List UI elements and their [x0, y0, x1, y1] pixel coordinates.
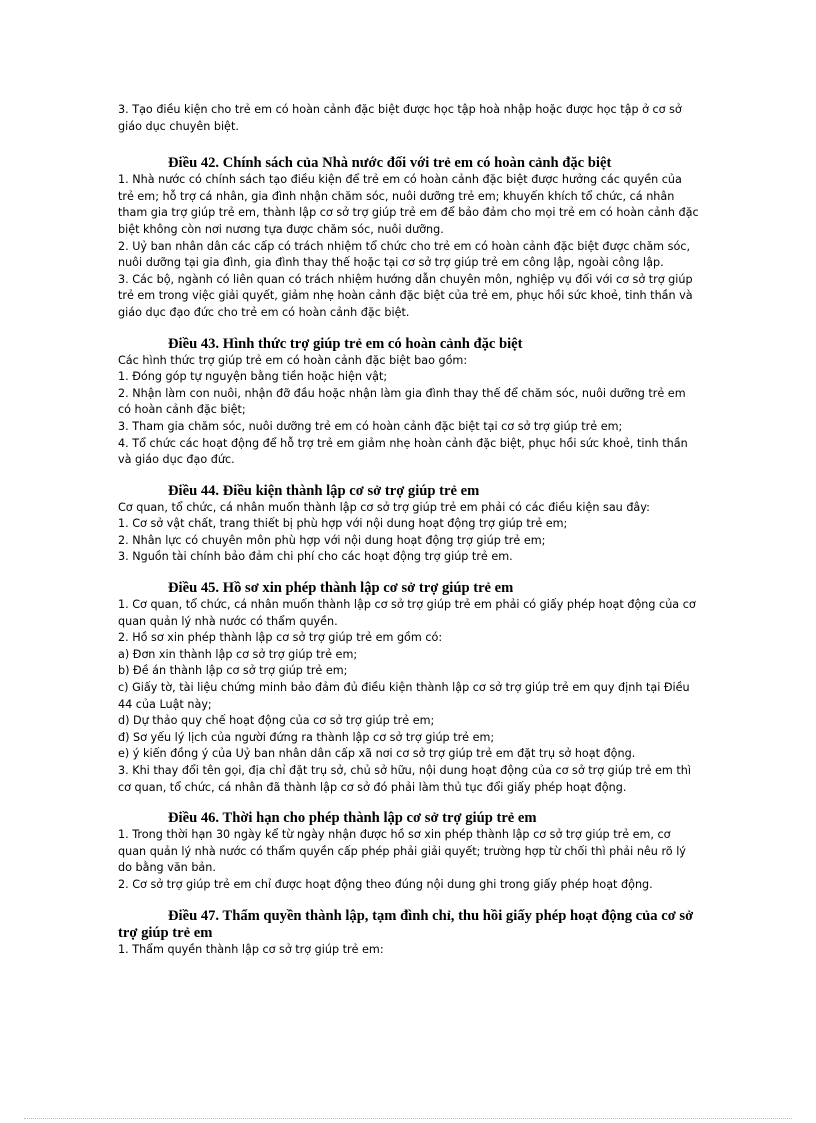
article-paragraph: 1. Trong thời hạn 30 ngày kể từ ngày nhận được hồ sơ xin phép thành lập cơ sở trợ giúp trẻ em, cơ quan quản lý nhà nước có thẩm quyền cấp phép phải giải quyết; trường hợp từ chối thì phải nêu rõ lý do bằng văn bản.	[118, 828, 686, 875]
article-heading: Điều 47. Thẩm quyền thành lập, tạm đình chỉ, thu hồi giấy phép hoạt động của cơ sở trợ giúp trẻ em	[118, 907, 694, 941]
article-heading: Điều 46. Thời hạn cho phép thành lập cơ sở trợ giúp trẻ em	[168, 810, 537, 827]
article-paragraph: đ) Sơ yếu lý lịch của người đứng ra thành lập cơ sở trợ giúp trẻ em;	[118, 730, 495, 744]
article-paragraph: 2. Nhận làm con nuôi, nhận đỡ đầu hoặc nhận làm gia đình thay thế để chăm sóc, nuôi dưỡng trẻ em có hoàn cảnh đặc biệt;	[118, 386, 686, 417]
article-paragraph: 2. Hồ sơ xin phép thành lập cơ sở trợ giúp trẻ em gồm có:	[118, 631, 443, 645]
article-paragraph: d) Dự thảo quy chế hoạt động của cơ sở trợ giúp trẻ em;	[118, 714, 435, 728]
article-paragraph: 1. Thẩm quyền thành lập cơ sở trợ giúp trẻ em:	[118, 942, 384, 956]
document-page	[118, 102, 700, 958]
article-paragraph: 2. Uỷ ban nhân dân các cấp có trách nhiệm tổ chức cho trẻ em có hoàn cảnh đặc biệt được chăm sóc, nuôi dưỡng tại gia đình, gia đình thay thế hoặc tại cơ sở trợ giúp trẻ em công lập, ngoài công lập.	[118, 239, 691, 270]
article-paragraph: 1. Cơ quan, tổ chức, cá nhân muốn thành lập cơ sở trợ giúp trẻ em phải có giấy phép hoạt động của cơ quan quản lý nhà nước có thẩm quyền.	[118, 598, 696, 628]
article-paragraph: Cơ quan, tổ chức, cá nhân muốn thành lập cơ sở trợ giúp trẻ em phải có các điều kiện sau đây:	[118, 500, 650, 514]
article-paragraph: 3. Nguồn tài chính bảo đảm chi phí cho các hoạt động trợ giúp trẻ em.	[118, 550, 513, 564]
article-paragraph: 1. Nhà nước có chính sách tạo điều kiện để trẻ em có hoàn cảnh đặc biệt được hưởng các quyền của trẻ em; hỗ trợ cá nhân, gia đình nhận chăm sóc, nuôi dưỡng trẻ em; khuyến khích tổ chức, cá nhân tham gia trợ giúp trẻ em, thành lập cơ sở trợ giúp trẻ em để bảo đảm cho mọi trẻ em có hoàn cảnh đặc biệt không còn nơi nương tựa được chăm sóc, nuôi dưỡng.	[118, 173, 699, 236]
article-44	[118, 483, 700, 566]
article-paragraph: 3. Các bộ, ngành có liên quan có trách nhiệm hướng dẫn chuyên môn, nghiệp vụ đối với cơ sở trợ giúp trẻ em trong việc giải quyết, giảm nhẹ hoàn cảnh đặc biệt của trẻ em, phục hồi sức khoẻ, tinh thần và giáo dục đạo đức cho trẻ em có hoàn cảnh đặc biệt.	[118, 272, 693, 319]
article-paragraph: b) Đề án thành lập cơ sở trợ giúp trẻ em;	[118, 664, 348, 678]
article-heading: Điều 45. Hồ sơ xin phép thành lập cơ sở trợ giúp trẻ em	[168, 580, 514, 597]
article-45	[118, 580, 700, 796]
article-paragraph: e) ý kiến đồng ý của Uỷ ban nhân dân cấp xã nơi cơ sở trợ giúp trẻ em đặt trụ sở hoạt động.	[118, 747, 636, 761]
article-paragraph: 1. Đóng góp tự nguyện bằng tiền hoặc hiện vật;	[118, 370, 388, 384]
article-paragraph: Các hình thức trợ giúp trẻ em có hoàn cảnh đặc biệt bao gồm:	[118, 353, 468, 367]
page-bottom-divider	[24, 1118, 792, 1119]
article-paragraph: a) Đơn xin thành lập cơ sở trợ giúp trẻ em;	[118, 647, 358, 661]
article-paragraph: c) Giấy tờ, tài liệu chứng minh bảo đảm đủ điều kiện thành lập cơ sở trợ giúp trẻ em quy định tại Điều 44 của Luật này;	[118, 681, 690, 711]
article-43	[118, 336, 700, 469]
article-paragraph: 3. Tham gia chăm sóc, nuôi dưỡng trẻ em có hoàn cảnh đặc biệt tại cơ sở trợ giúp trẻ em;	[118, 419, 623, 433]
article-46	[118, 810, 700, 893]
article-heading: Điều 42. Chính sách của Nhà nước đối với trẻ em có hoàn cảnh đặc biệt	[168, 155, 612, 172]
intro-paragraph: 3. Tạo điều kiện cho trẻ em có hoàn cảnh đặc biệt được học tập hoà nhập hoặc được học tập ở cơ sở giáo dục chuyên biệt.	[118, 103, 682, 133]
article-heading: Điều 43. Hình thức trợ giúp trẻ em có hoàn cảnh đặc biệt	[168, 335, 523, 352]
article-47	[118, 908, 700, 959]
article-paragraph: 2. Cơ sở trợ giúp trẻ em chỉ được hoạt động theo đúng nội dung ghi trong giấy phép hoạt động.	[118, 877, 653, 891]
intro-block	[118, 102, 700, 135]
article-paragraph: 1. Cơ sở vật chất, trang thiết bị phù hợp với nội dung hoạt động trợ giúp trẻ em;	[118, 517, 568, 531]
article-paragraph: 4. Tổ chức các hoạt động để hỗ trợ trẻ em giảm nhẹ hoàn cảnh đặc biệt, phục hồi sức khoẻ, tinh thần và giáo dục đạo đức.	[118, 436, 688, 467]
article-paragraph: 3. Khi thay đổi tên gọi, địa chỉ đặt trụ sở, chủ sở hữu, nội dung hoạt động của cơ sở trợ giúp trẻ em thì cơ quan, tổ chức, cá nhân đã thành lập cơ sở đó phải làm thủ tục đổi giấy phép hoạt động.	[118, 764, 691, 794]
article-paragraph: 2. Nhân lực có chuyên môn phù hợp với nội dung hoạt động trợ giúp trẻ em;	[118, 533, 546, 547]
article-heading: Điều 44. Điều kiện thành lập cơ sở trợ giúp trẻ em	[168, 482, 480, 499]
article-42	[118, 155, 700, 321]
